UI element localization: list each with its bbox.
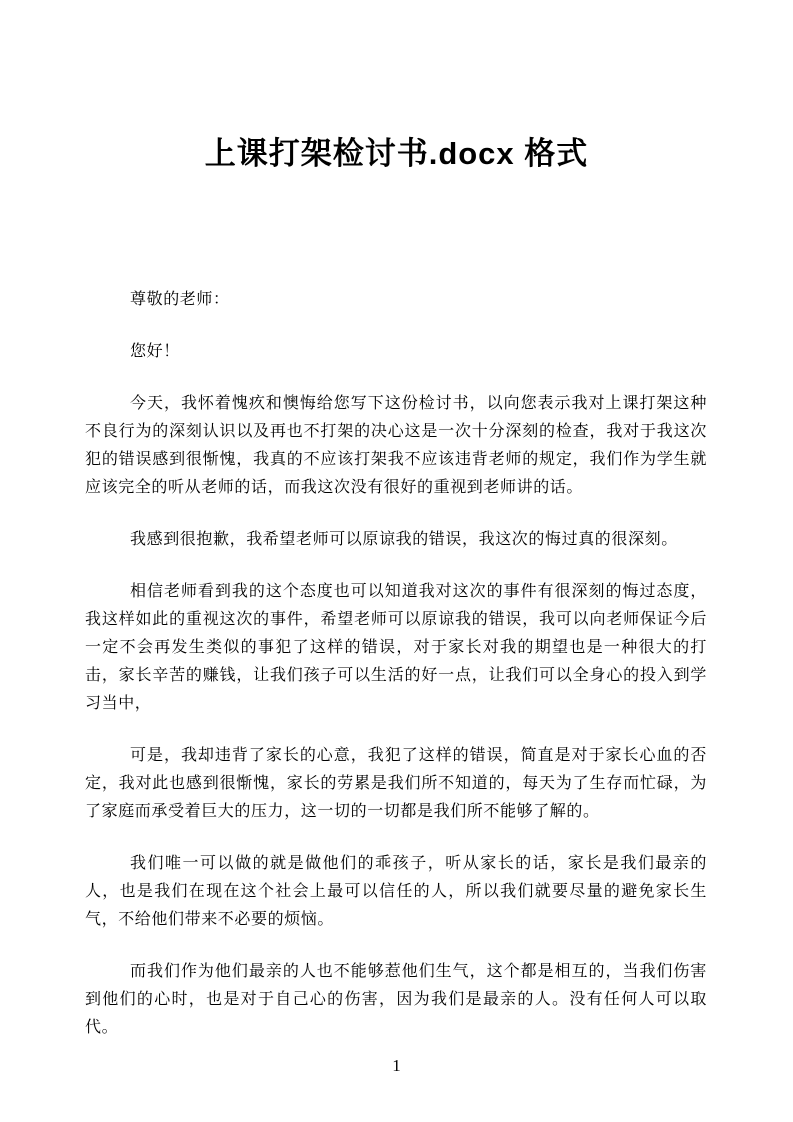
document-title: 上课打架检讨书.docx 格式 xyxy=(204,136,589,171)
paragraph-1: 今天，我怀着愧疚和懊悔给您写下这份检讨书，以向您表示我对上课打架这种不良行为的深刻认识以及再也不打架的决心这是一次十分深刻的检查，我对于我这次犯的错误感到很惭愧，我真的不应该打架我不应该违背老师的规定，我们作为学生就应该完全的听从老师的话，而我这次没有很好的重视到老师讲的话。 xyxy=(85,395,707,496)
document-body xyxy=(85,286,707,1042)
paragraph-5: 我们唯一可以做的就是做他们的乖孩子，听从家长的话，家长是我们最亲的人，也是我们在现在这个社会上最可以信任的人，所以我们就要尽量的避免家长生气，不给他们带来不必要的烦恼。 xyxy=(85,855,707,928)
paragraph-3: 相信老师看到我的这个态度也可以知道我对这次的事件有很深刻的悔过态度，我这样如此的重视这次的事件，希望老师可以原谅我的错误，我可以向老师保证今后一定不会再发生类似的事犯了这样的错误，对于家长对我的期望也是一种很大的打击，家长辛苦的赚钱，让我们孩子可以生活的好一点，让我们可以全身心的投入到学习当中， xyxy=(85,583,707,712)
paragraph-2: 我感到很抱歉，我希望老师可以原谅我的错误，我这次的悔过真的很深刻。 xyxy=(130,531,678,548)
paragraph-4: 可是，我却违背了家长的心意，我犯了这样的错误，简直是对于家长心血的否定，我对此也感到很惭愧，家长的劳累是我们所不知道的，每天为了生存而忙碌，为了家庭而承受着巨大的压力，这一切的一切都是我们所不能够了解的。 xyxy=(85,747,707,820)
salutation-line: 尊敬的老师： xyxy=(130,291,230,308)
paragraph-6: 而我们作为他们最亲的人也不能够惹他们生气，这个都是相互的，当我们伤害到他们的心时，也是对于自己心的伤害，因为我们是最亲的人。没有任何人可以取代。 xyxy=(85,963,707,1036)
page-number: 1 xyxy=(392,1056,401,1075)
greeting-line: 您好！ xyxy=(130,343,180,360)
